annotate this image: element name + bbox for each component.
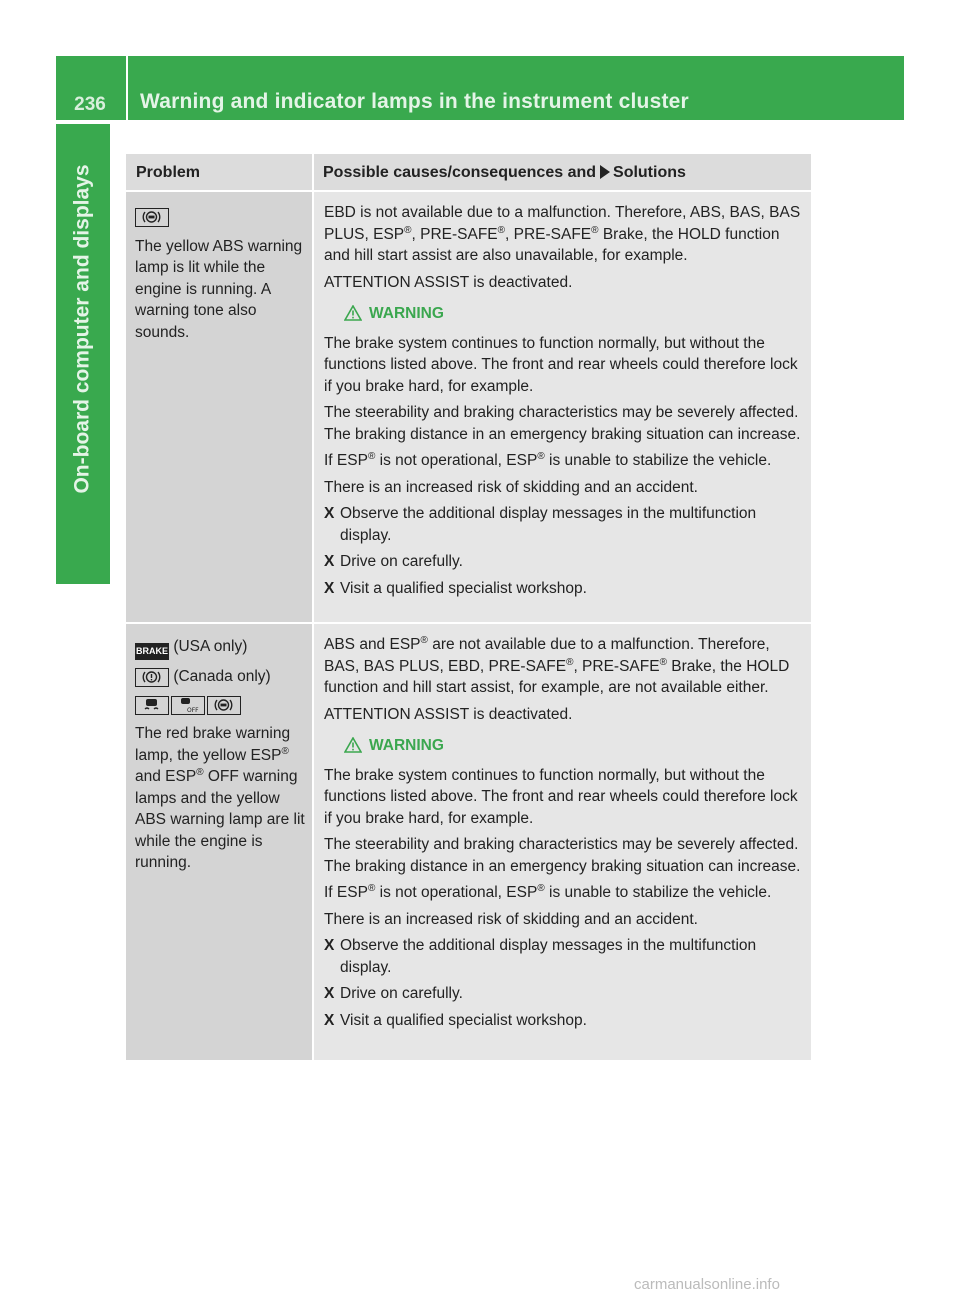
table-row xyxy=(126,190,811,622)
problem-cell xyxy=(126,192,314,622)
cause-text: EBD is not available due to a malfunction. Therefore, ABS, BAS, BAS PLUS, ESP®, PRE-SAFE®, PRE-SAFE® Brake, the HOLD function and hill start assist are also unavailable, for example. xyxy=(324,204,801,264)
esp-icon xyxy=(135,696,169,715)
svg-text:OFF: OFF xyxy=(187,706,199,713)
side-tab xyxy=(56,124,110,584)
warning-text-3: If ESP® is not operational, ESP® is unable to stabilize the vehicle. xyxy=(324,882,772,901)
instruction-item: X Observe the additional display messages in the multifunction display. xyxy=(324,503,804,546)
warning-text-4: There is an increased risk of skidding and an accident. xyxy=(324,478,698,496)
brake-circle-icon xyxy=(135,668,169,687)
side-tab-label: On-board computer and displays xyxy=(71,164,94,494)
page-number: 236 xyxy=(74,94,106,115)
arrow-right-icon xyxy=(600,165,610,179)
page-title: Warning and indicator lamps in the instrument cluster xyxy=(140,90,689,113)
header-problem: Problem xyxy=(126,154,314,190)
header-bar xyxy=(56,56,904,120)
warning-text-3: If ESP® is not operational, ESP® is unable to stabilize the vehicle. xyxy=(324,450,772,469)
abs-warning-icon xyxy=(135,208,169,227)
step-arrow-icon: X xyxy=(324,505,335,522)
watermark: carmanualsonline.info xyxy=(634,1276,780,1293)
cause-text: ABS and ESP® are not available due to a malfunction. Therefore, BAS, BAS PLUS, EBD, PRE-SAFE®, PRE-SAFE® Brake, the HOLD function and hill start assist, for example, are not available either. xyxy=(324,634,790,696)
usa-only-label: (USA only) xyxy=(173,638,248,655)
warning-text-4: There is an increased risk of skidding and an accident. xyxy=(324,910,698,928)
problem-text: The yellow ABS warning lamp is lit while the engine is running. A warning tone also sounds. xyxy=(135,237,303,341)
warning-text-2: The steerability and braking characteristics may be severely affected. The braking distance in an emergency braking situation can increase. xyxy=(324,404,801,443)
step-arrow-icon: X xyxy=(324,553,335,570)
header-solutions-suffix: Solutions xyxy=(613,164,686,181)
warning-heading xyxy=(344,303,804,325)
warning-lamp-table xyxy=(126,154,811,1060)
attention-assist-text: ATTENTION ASSIST is deactivated. xyxy=(324,705,573,723)
warning-text-1: The brake system continues to function normally, but without the functions listed above. The front and rear wheels could therefore lock if you brake hard, for example. xyxy=(324,766,798,827)
warning-label: WARNING xyxy=(369,305,444,322)
instruction-item: X Drive on carefully. xyxy=(324,551,804,573)
warning-text-2: The steerability and braking characteristics may be severely affected. The braking distance in an emergency braking situation can increase. xyxy=(324,836,801,875)
solution-cell xyxy=(314,192,811,622)
problem-cell xyxy=(126,624,314,1060)
solution-cell xyxy=(314,624,811,1060)
warning-text-1: The brake system continues to function normally, but without the functions listed above. The front and rear wheels could therefore lock if you brake hard, for example. xyxy=(324,334,798,395)
step-arrow-icon: X xyxy=(324,579,335,597)
abs-warning-icon xyxy=(207,696,241,715)
problem-text: The red brake warning lamp, the yellow ESP® and ESP® OFF warning lamps and the yellow ABS warning lamp are lit while the engine is running. xyxy=(135,725,305,871)
instruction-item: X Visit a qualified specialist workshop. xyxy=(324,1010,804,1032)
header-solutions xyxy=(314,154,811,190)
esp-off-icon xyxy=(171,696,205,715)
brake-warning-icon: BRAKE xyxy=(135,643,169,660)
instruction-item: X Visit a qualified specialist workshop. xyxy=(324,578,804,600)
warning-label: WARNING xyxy=(369,737,444,754)
attention-assist-text: ATTENTION ASSIST is deactivated. xyxy=(324,273,573,291)
header-solutions-prefix: Possible causes/consequences and xyxy=(323,164,597,181)
canada-only-label: (Canada only) xyxy=(173,668,271,685)
warning-triangle-icon xyxy=(344,737,362,753)
table-header xyxy=(126,154,811,190)
instruction-item: X Drive on carefully. xyxy=(324,983,804,1005)
step-arrow-icon: X xyxy=(324,937,335,954)
header-divider xyxy=(126,56,128,120)
warning-triangle-icon xyxy=(344,305,362,321)
warning-heading xyxy=(344,735,804,757)
instruction-item: X Observe the additional display messages in the multifunction display. xyxy=(324,935,804,978)
step-arrow-icon: X xyxy=(324,1011,335,1029)
step-arrow-icon: X xyxy=(324,985,335,1002)
table-row xyxy=(126,622,811,1060)
